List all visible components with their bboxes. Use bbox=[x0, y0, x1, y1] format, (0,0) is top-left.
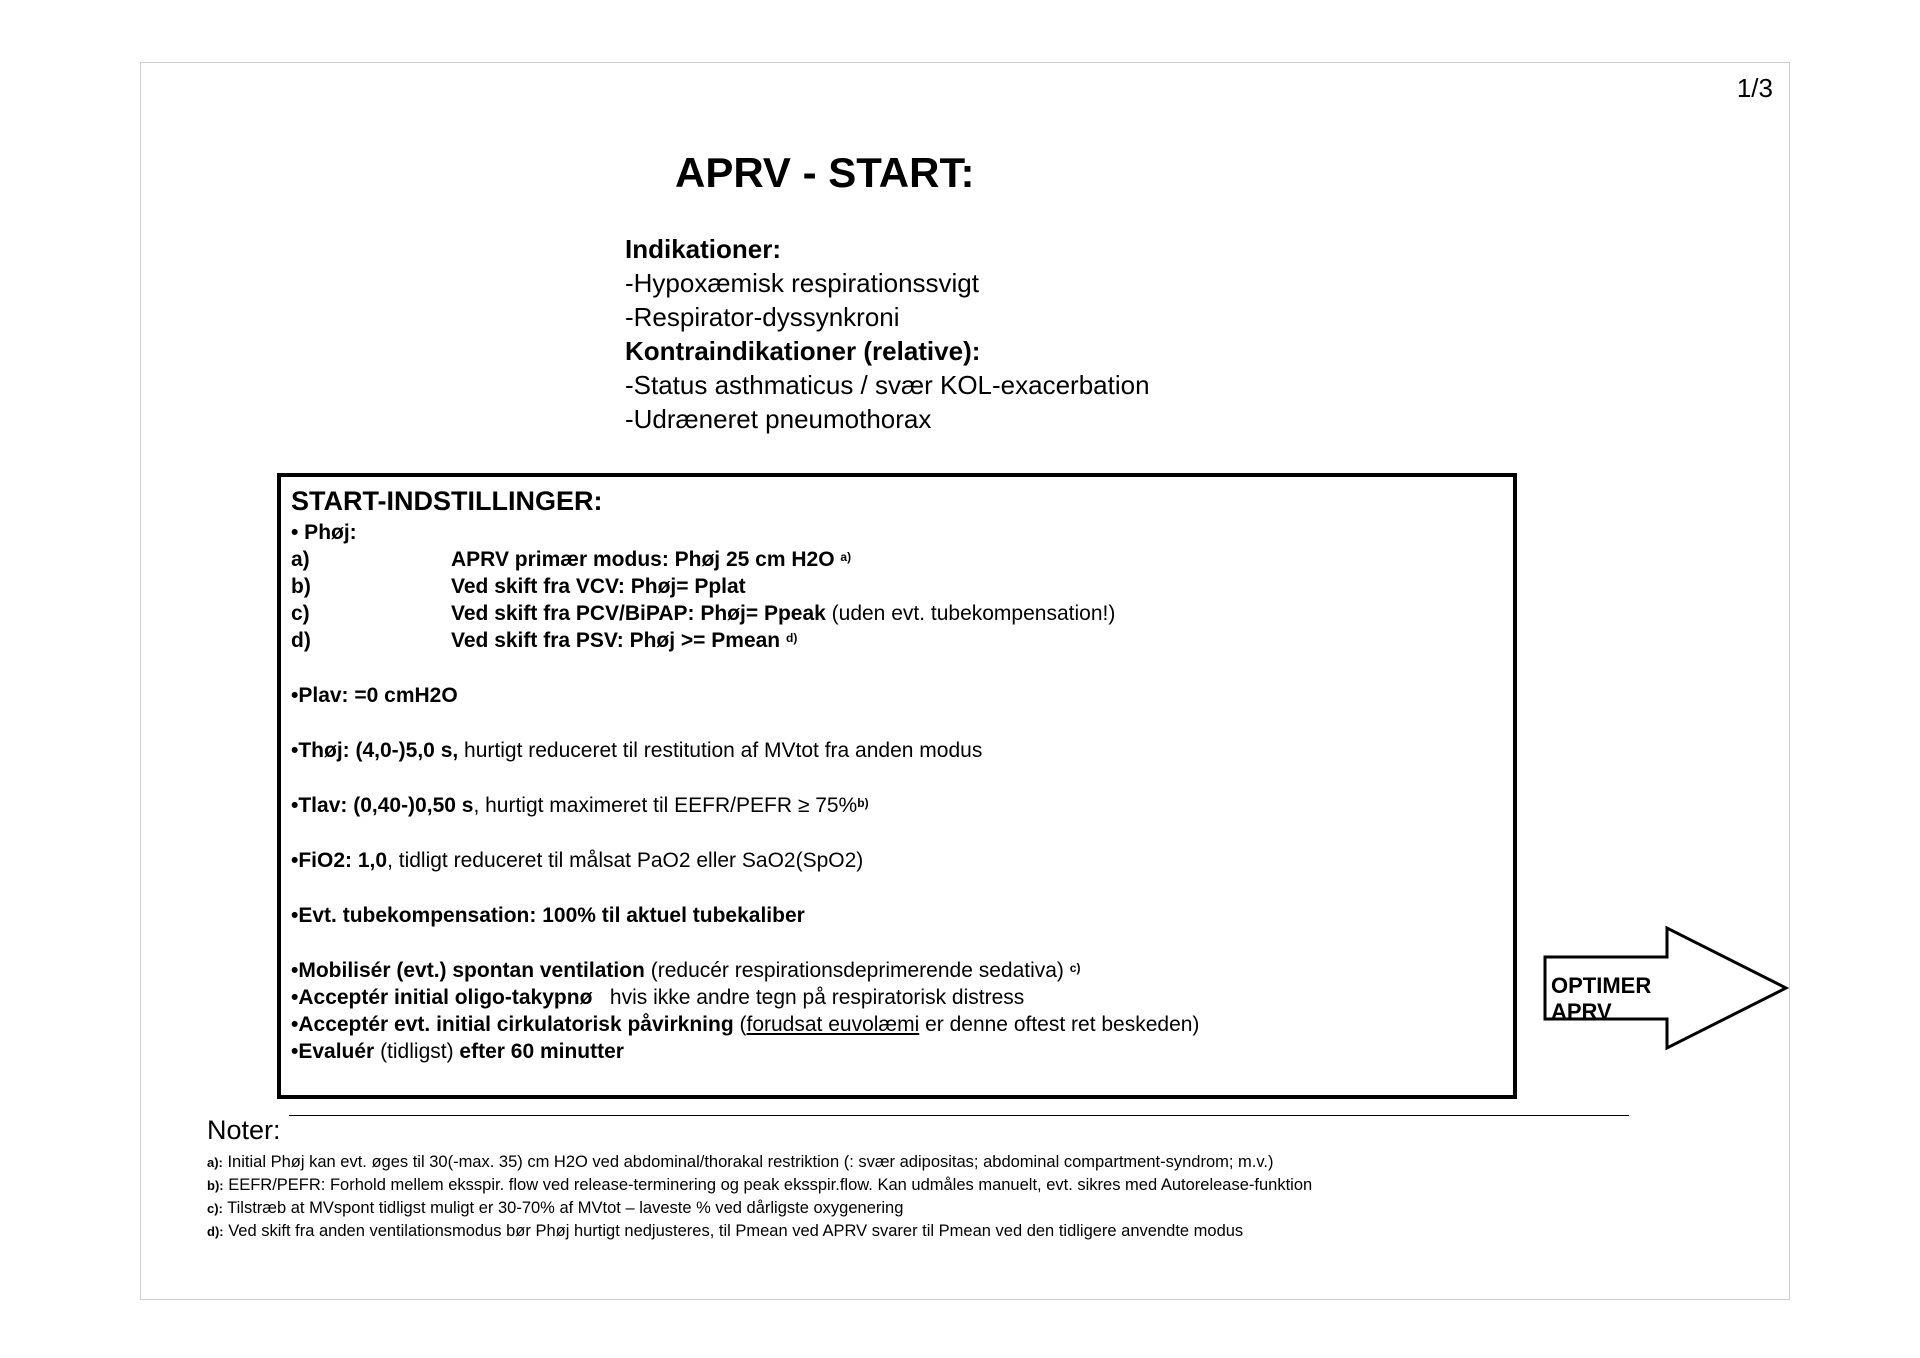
thoj-bold: •Thøj: (4,0-)5,0 s, bbox=[291, 739, 459, 762]
tlav-bold: •Tlav: (0,40-)0,50 s bbox=[291, 794, 474, 817]
eval-bold: •Evaluér bbox=[291, 1040, 375, 1063]
row-label: a) bbox=[291, 548, 310, 571]
tube-setting: •Evt. tubekompensation: 100% til aktuel tubekaliber bbox=[291, 904, 805, 927]
footnote-key: d): bbox=[207, 1224, 224, 1239]
mob-bold: •Mobilisér (evt.) spontan ventilation bbox=[291, 959, 645, 982]
notes-divider bbox=[289, 1115, 1629, 1116]
settings-heading: START-INDSTILLINGER: bbox=[291, 486, 603, 516]
footnote-c bbox=[207, 1197, 1407, 1220]
row-text: Ved skift fra PSV: Phøj >= Pmean bbox=[451, 629, 781, 652]
start-settings-box bbox=[277, 473, 1517, 1099]
eval-bold2: efter 60 minutter bbox=[459, 1040, 624, 1063]
notes-heading: Noter: bbox=[207, 1115, 281, 1145]
row-label: c) bbox=[291, 602, 310, 625]
indication-item: -Hypoxæmisk respirationssvigt bbox=[625, 268, 979, 298]
footnote-d bbox=[207, 1220, 1407, 1243]
thoj-setting bbox=[291, 737, 1503, 764]
evaluate-setting bbox=[291, 1038, 1503, 1065]
accept-oligo-setting bbox=[291, 984, 1503, 1011]
footnotes bbox=[207, 1151, 1407, 1243]
footnote-b bbox=[207, 1174, 1407, 1197]
footnote-ref: b) bbox=[857, 796, 869, 810]
row-text: Ved skift fra VCV: Phøj= Pplat bbox=[451, 575, 746, 598]
fio2-rest: , tidligt reduceret til målsat PaO2 eller SaO2(SpO2) bbox=[387, 849, 864, 872]
phoj-label: • Phøj: bbox=[291, 521, 357, 544]
footnote-key: b): bbox=[207, 1178, 224, 1193]
contraindication-item: -Status asthmaticus / svær KOL-exacerbation bbox=[625, 370, 1150, 400]
row-text: APRV primær modus: Phøj 25 cm H2O bbox=[451, 548, 835, 571]
footnote-key: c): bbox=[207, 1201, 223, 1216]
tlav-rest: , hurtigt maximeret til EEFR/PEFR ≥ 75% bbox=[473, 794, 858, 817]
footnote-a bbox=[207, 1151, 1407, 1174]
footnote-text: Initial Phøj kan evt. øges til 30(-max. 35) cm H2O ved abdominal/thorakal restriktion (: svær adipositas; abdominal compartment-syndrom; m.v.) bbox=[222, 1153, 1274, 1171]
footnote-key: a): bbox=[207, 1155, 223, 1170]
indication-item: -Respirator-dyssynkroni bbox=[625, 302, 900, 332]
accept-circ-setting bbox=[291, 1011, 1503, 1038]
acc1-rest: hvis ikke andre tegn på respiratorisk distress bbox=[592, 986, 1025, 1009]
mob-rest: (reducér respirationsdeprimerende sedativa) bbox=[644, 959, 1064, 982]
eval-rest: (tidligst) bbox=[374, 1040, 460, 1063]
fio2-setting bbox=[291, 847, 1503, 874]
fio2-bold: •FiO2: 1,0 bbox=[291, 849, 388, 872]
acc2-underlined: forudsat euvolæmi bbox=[746, 1013, 920, 1036]
thoj-rest: hurtigt reduceret til restitution af MVtot fra anden modus bbox=[458, 739, 983, 762]
page-number: 1/3 bbox=[1736, 73, 1773, 103]
setting-row-c bbox=[291, 600, 1503, 627]
setting-row-d bbox=[291, 627, 1503, 654]
acc2-bold: •Acceptér evt. initial cirkulatorisk påvirkning bbox=[291, 1013, 734, 1036]
footnote-text: Tilstræb at MVspont tidligst muligt er 30-70% af MVtot – laveste % ved dårligste oxygenering bbox=[222, 1199, 904, 1217]
setting-row-b bbox=[291, 573, 1503, 600]
setting-row-a bbox=[291, 546, 1503, 573]
contraindication-item: -Udræneret pneumothorax bbox=[625, 404, 932, 434]
footnote-ref: d) bbox=[785, 631, 798, 645]
row-label: b) bbox=[291, 575, 311, 598]
mobilise-setting bbox=[291, 957, 1503, 984]
acc2-rest: er denne oftest ret beskeden) bbox=[919, 1013, 1200, 1036]
indications-section bbox=[625, 232, 1150, 436]
tlav-setting bbox=[291, 792, 1503, 819]
footnote-text: Ved skift fra anden ventilationsmodus bør Phøj hurtigt nedjusteres, til Pmean ved APRV svarer til Pmean ved den tidligere anvendte modus bbox=[223, 1222, 1244, 1240]
acc2-paren: ( bbox=[733, 1013, 747, 1036]
row-label: d) bbox=[291, 629, 311, 652]
page-title: APRV - START: bbox=[675, 149, 975, 196]
plav-setting: •Plav: =0 cmH2O bbox=[291, 684, 458, 707]
optimer-aprv-label: OPTIMER APRV bbox=[1551, 973, 1652, 1024]
acc1-bold: •Acceptér initial oligo-takypnø bbox=[291, 986, 593, 1009]
footnote-text: EEFR/PEFR: Forhold mellem eksspir. flow ved release-terminering og peak eksspir.flow. Kan udmåles manuelt, evt. sikres med Autorelease-funktion bbox=[223, 1176, 1313, 1194]
row-text: Ved skift fra PCV/BiPAP: Phøj= Ppeak bbox=[451, 602, 826, 625]
indications-heading: Indikationer: bbox=[625, 234, 782, 264]
footnote-ref: c) bbox=[1069, 961, 1081, 975]
document-page bbox=[140, 62, 1790, 1300]
contraindications-heading: Kontraindikationer (relative): bbox=[625, 336, 981, 366]
footnote-ref: a) bbox=[840, 550, 852, 564]
row-rest: (uden evt. tubekompensation!) bbox=[825, 602, 1116, 625]
